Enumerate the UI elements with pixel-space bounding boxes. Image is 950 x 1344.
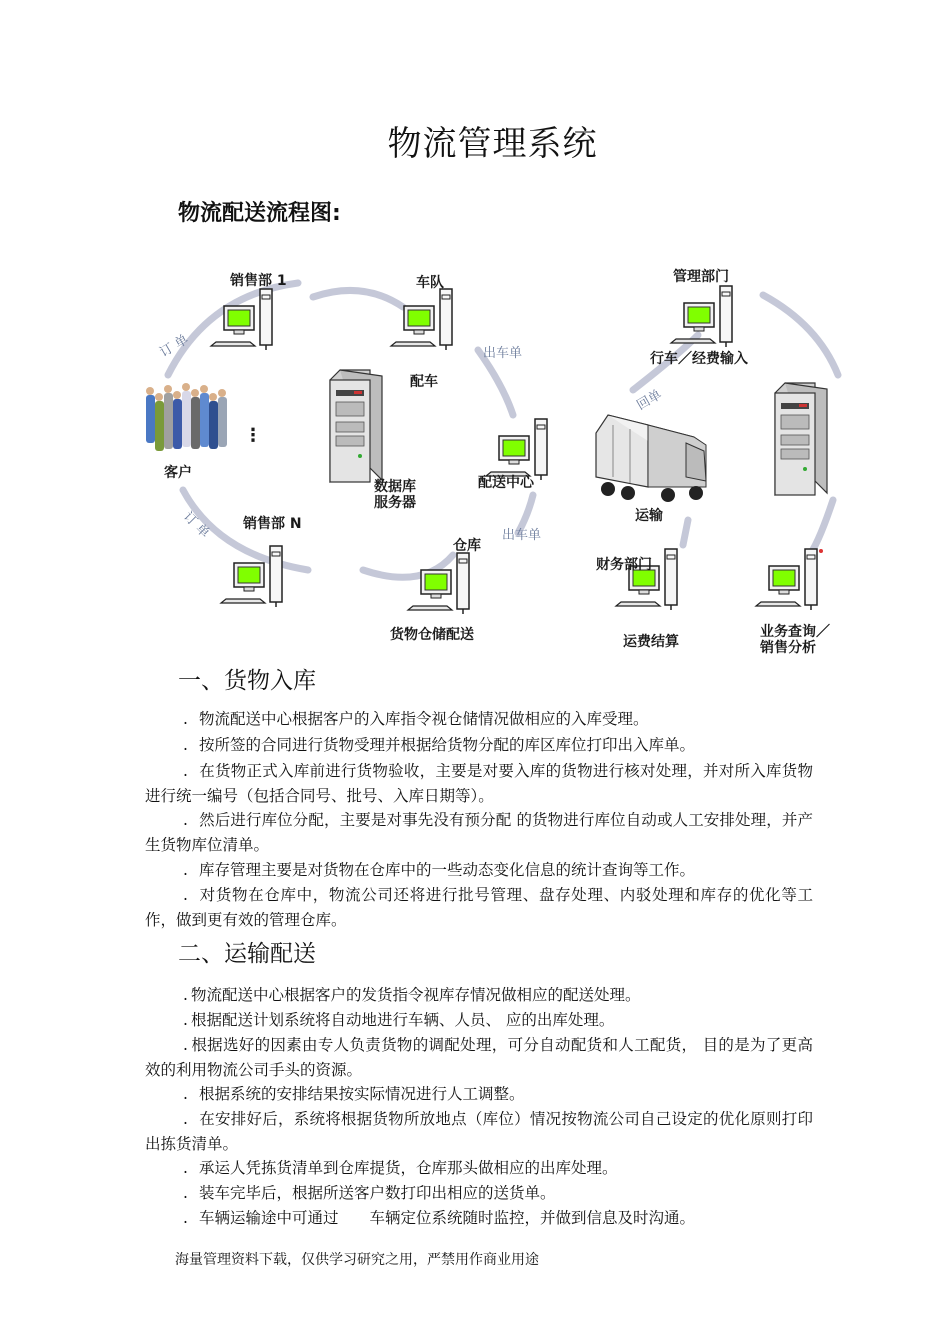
section2-item: . 车辆运输途中可通过 车辆定位系统随时监控，并做到信息及时沟通。 [145, 1206, 813, 1231]
label-db2: 服务器 [374, 495, 416, 511]
bullet: . [183, 1110, 188, 1128]
bullet: . [183, 1036, 188, 1054]
label-order-top: 订 单 [157, 332, 192, 361]
flow-heading: 物流配送流程图: [178, 201, 341, 226]
section1-item: . 按所签的合同进行货物受理并根据给货物分配的库区库位打印出入库单。 [145, 733, 813, 758]
bullet: . [183, 736, 188, 754]
label-peiche: 配车 [410, 374, 438, 390]
document-title: 物流管理系统 [387, 124, 598, 164]
bullet: . [183, 861, 188, 879]
label-storage: 货物仓储配送 [390, 627, 474, 643]
logistics-flow-diagram [138, 255, 878, 660]
label-customer: 客户 [164, 465, 192, 481]
section1-item: . 然后进行库位分配，主要是对事先没有预分配 的货物进行库位自动或人工安排处理，并产生货物库位清单。 [145, 808, 813, 857]
label-salesN: 销售部 N [243, 516, 302, 532]
label-freight: 运费结算 [623, 634, 679, 650]
footer-note: 海量管理资料下载，仅供学习研究之用，严禁用作商业用途 [175, 1252, 539, 1268]
section1-item: . 对货物在仓库中，物流公司还将进行批号管理、盘存处理、内驳处理和库存的优化等工作，做到更有效的管理仓库。 [145, 883, 813, 932]
label-warehouse: 仓库 [453, 538, 481, 554]
pc-icon-query [756, 549, 817, 610]
section2-heading: 二、运输配送 [178, 941, 316, 967]
bullet: . [183, 886, 188, 904]
section1-item: . 库存管理主要是对货物在仓库中的一些动态变化信息的统计查询等工作。 [145, 858, 813, 883]
label-finance: 财务部门 [596, 557, 652, 573]
bullet: . [183, 1011, 188, 1029]
section1-item: . 物流配送中心根据客户的入库指令视仓储情况做相应的入库受理。 [145, 707, 813, 732]
pc-icon-management [671, 286, 732, 347]
label-dispatch-top: 出车单 [483, 346, 523, 361]
label-center: 配送中心 [478, 475, 534, 491]
section1-heading: 一、货物入库 [178, 668, 316, 694]
bullet: . [183, 762, 188, 780]
truck-icon [596, 415, 706, 502]
pc-icon-warehouse [408, 553, 469, 614]
section2-item: . 承运人凭拣货清单到仓库提货，仓库那头做相应的出库处理。 [145, 1156, 813, 1181]
label-sales1: 销售部 1 [230, 273, 287, 289]
server-icon-right [775, 383, 827, 495]
label-reply: 回单 [634, 387, 665, 414]
label-db1: 数据库 [374, 479, 416, 495]
label-order-bottom: 订 单 [180, 509, 213, 542]
pc-icon-fleet [391, 289, 452, 350]
bullet: . [183, 1209, 188, 1227]
section2-item: . 根据选好的因素由专人负责货物的调配处理，可分自动配货和人工配货， 目的是为了更高效的利用物流公司手头的资源。 [145, 1033, 813, 1082]
section2-item: . 根据系统的安排结果按实际情况进行人工调整。 [145, 1082, 813, 1107]
bullet: . [183, 710, 188, 728]
section2-item: . 根据配送计划系统将自动地进行车辆、人员、 应的出库处理。 [145, 1008, 813, 1033]
bullet: . [183, 986, 188, 1004]
bullet: . [183, 1184, 188, 1202]
label-ellipsis: ⋮ [244, 425, 262, 446]
label-transport: 运输 [635, 508, 663, 524]
bullet: . [183, 811, 188, 829]
pc-icon-distribution-center [486, 419, 547, 480]
section2-item: . 装车完毕后，根据所送客户数打印出相应的送货单。 [145, 1181, 813, 1206]
section1-item: . 在货物正式入库前进行货物验收，主要是对要入库的货物进行核对处理，并对所入库货物进行统一编号（包括合同号、批号、入库日期等）。 [145, 759, 813, 808]
customers-icon [146, 383, 227, 451]
section2-item: . 在安排好后，系统将根据货物所放地点（库位）情况按物流公司自己设定的优化原则打印出拣货清单。 [145, 1107, 813, 1156]
label-dispatch-bottom: 出车单 [502, 528, 542, 543]
label-management: 管理部门 [673, 269, 729, 285]
label-query1: 业务查询／ [760, 624, 830, 640]
label-query2: 销售分析 [760, 640, 816, 656]
section2-item: . 物流配送中心根据客户的发货指令视库存情况做相应的配送处理。 [145, 983, 813, 1008]
database-server-icon [330, 370, 382, 482]
label-mgmt-input: 行车／经费输入 [650, 351, 748, 367]
bullet: . [183, 1085, 188, 1103]
label-fleet: 车队 [416, 275, 444, 291]
bullet: . [183, 1159, 188, 1177]
